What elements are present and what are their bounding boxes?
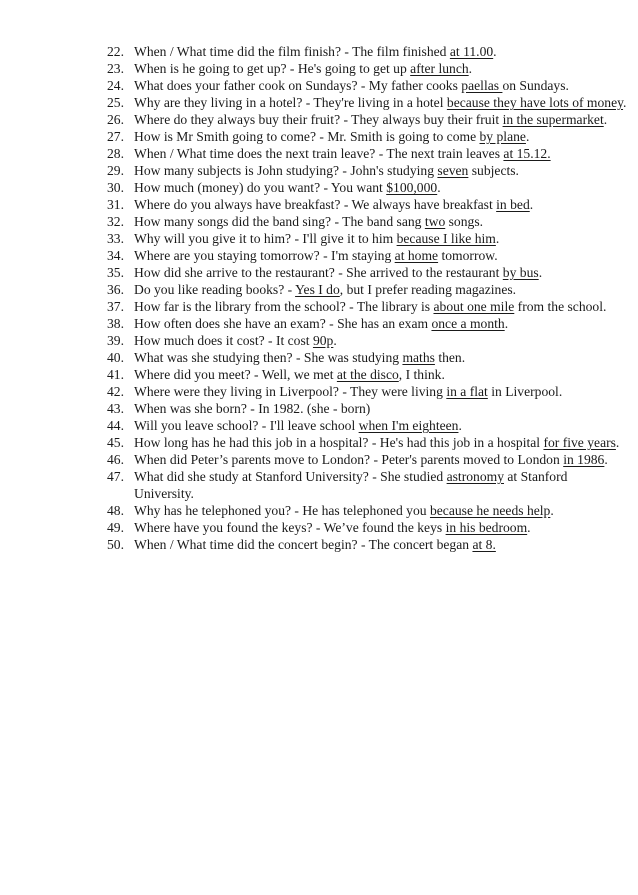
underlined-answer: at the disco	[336, 367, 399, 382]
underlined-answer: astronomy	[446, 469, 504, 484]
list-item	[107, 94, 627, 111]
item-text	[134, 265, 542, 280]
item-text	[134, 503, 554, 518]
list-item	[107, 264, 627, 281]
item-text	[134, 418, 462, 433]
item-text-segment: subjects.	[468, 163, 519, 178]
item-text	[134, 316, 508, 331]
item-text	[134, 231, 499, 246]
item-text-segment: .	[525, 129, 530, 144]
list-item	[107, 332, 627, 349]
underlined-answer: $100,000	[386, 180, 438, 195]
item-text-segment: in Liverpool.	[487, 384, 563, 399]
item-text-segment: How far is the library from the school? - The library is	[134, 299, 434, 314]
underlined-answer: in bed	[496, 197, 530, 212]
underlined-answer: after lunch	[410, 61, 469, 76]
item-text-segment: When / What time did the film finish? - The film finished	[134, 44, 450, 59]
underlined-answer: at home	[394, 248, 439, 263]
list-item	[107, 502, 627, 519]
item-text-segment: .	[623, 95, 627, 110]
item-text	[134, 350, 465, 365]
list-item	[107, 451, 627, 468]
item-text-segment: .	[495, 231, 500, 246]
item-text-segment: Will you leave school? - I'll leave school	[134, 418, 359, 433]
list-item	[107, 298, 627, 315]
item-text-segment: Where were they living in Liverpool? - They were living	[134, 384, 447, 399]
item-text-segment: .	[458, 418, 462, 433]
item-text-segment: at Stanford University.	[134, 469, 568, 501]
list-item	[107, 315, 627, 332]
item-text-segment: Why has he telephoned you? - He has telephoned you	[134, 503, 430, 518]
item-text-segment: What does your father cook on Sundays? - My father cooks	[134, 78, 462, 93]
underlined-answer: in his bedroom	[445, 520, 528, 535]
item-text-segment: .	[538, 265, 543, 280]
underlined-answer: in 1986	[563, 452, 605, 467]
item-text-segment: How did she arrive to the restaurant? - She arrived to the restaurant	[134, 265, 503, 280]
item-text	[134, 214, 483, 229]
list-item	[107, 60, 627, 77]
item-text	[134, 537, 496, 552]
item-text-segment: How much (money) do you want? - You want	[134, 180, 387, 195]
item-text-segment: .	[437, 180, 441, 195]
item-text-segment: Where do you always have breakfast? - We always have breakfast	[134, 197, 497, 212]
list-item	[107, 196, 627, 213]
item-text-segment: Where are you staying tomorrow? - I'm staying	[134, 248, 395, 263]
item-text	[134, 95, 626, 110]
item-number: 32.	[107, 214, 124, 229]
item-text-segment: When / What time did the concert begin? - The concert began	[134, 537, 473, 552]
list-item	[107, 145, 627, 162]
item-text-segment: How is Mr Smith going to come? - Mr. Smith is going to come	[134, 129, 480, 144]
item-number: 29.	[107, 163, 124, 178]
underlined-answer: Yes I do	[295, 282, 340, 297]
item-number: 23.	[107, 61, 124, 76]
item-text	[134, 61, 472, 76]
item-number: 41.	[107, 367, 124, 382]
list-item	[107, 179, 627, 196]
item-number: 45.	[107, 435, 124, 450]
underlined-answer: because he needs help	[429, 503, 551, 518]
item-number: 33.	[107, 231, 124, 246]
item-number: 22.	[107, 44, 124, 59]
item-text-segment: from the school.	[514, 299, 607, 314]
item-number: 26.	[107, 112, 124, 127]
item-text-segment: .	[550, 503, 554, 518]
item-text-segment: , but I prefer reading magazines.	[339, 282, 517, 297]
item-number: 38.	[107, 316, 124, 331]
underlined-answer: by bus	[502, 265, 539, 280]
list-item	[107, 281, 627, 298]
item-number: 24.	[107, 78, 124, 93]
item-text-segment: When was she born? - In 1982. (she - born)	[134, 401, 371, 416]
item-text	[134, 367, 445, 382]
list-item	[107, 213, 627, 230]
item-text-segment: .	[493, 44, 497, 59]
underlined-answer: seven	[437, 163, 469, 178]
item-text-segment: How often does she have an exam? - She has an exam	[134, 316, 432, 331]
item-text-segment: tomorrow.	[438, 248, 498, 263]
item-text	[134, 248, 498, 263]
item-text-segment: .	[333, 333, 337, 348]
list-item	[107, 536, 627, 553]
item-text-segment: songs.	[445, 214, 484, 229]
item-text	[134, 452, 608, 467]
item-number: 36.	[107, 282, 124, 297]
item-text-segment: Where do they always buy their fruit? - They always buy their fruit	[134, 112, 503, 127]
item-text-segment: .	[504, 316, 509, 331]
underlined-answer: maths	[402, 350, 435, 365]
item-text-segment: What was she studying then? - She was studying	[134, 350, 403, 365]
list-item	[107, 417, 627, 434]
item-text-segment: .	[468, 61, 473, 76]
item-text	[134, 384, 562, 399]
item-text-segment: then.	[434, 350, 466, 365]
item-number: 28.	[107, 146, 124, 161]
list-item	[107, 366, 627, 383]
item-text-segment: Why are they living in a hotel? - They're living in a hotel	[134, 95, 447, 110]
item-text-segment: Do you like reading books? -	[134, 282, 296, 297]
item-text	[134, 180, 441, 195]
item-text	[134, 197, 533, 212]
item-text	[134, 435, 619, 450]
item-number: 49.	[107, 520, 124, 535]
item-text-segment: .	[603, 112, 608, 127]
underlined-answer: in the supermarket	[502, 112, 604, 127]
item-text-segment: When is he going to get up? - He's going to get up	[134, 61, 411, 76]
item-text-segment: How many songs did the band sing? - The band sang	[134, 214, 425, 229]
item-number: 35.	[107, 265, 124, 280]
item-text	[134, 469, 567, 501]
list-item	[107, 468, 627, 502]
item-text	[134, 333, 337, 348]
list-item	[107, 519, 627, 536]
item-text-segment: .	[604, 452, 608, 467]
underlined-answer: paellas	[461, 78, 503, 93]
item-number: 34.	[107, 248, 124, 263]
list-item	[107, 349, 627, 366]
item-number: 25.	[107, 95, 124, 110]
list-item	[107, 128, 627, 145]
item-number: 48.	[107, 503, 124, 518]
underlined-answer: 90p	[312, 333, 334, 348]
item-text-segment: Why will you give it to him? - I'll give it to him	[134, 231, 397, 246]
item-number: 31.	[107, 197, 124, 212]
underlined-answer: at 11.00	[449, 44, 494, 59]
item-text-segment: on Sundays.	[502, 78, 569, 93]
item-text	[134, 44, 497, 59]
item-number: 50.	[107, 537, 124, 552]
item-text	[134, 78, 569, 93]
item-text	[134, 282, 516, 297]
item-number: 46.	[107, 452, 124, 467]
underlined-answer: when I'm eighteen	[358, 418, 459, 433]
list-item	[107, 43, 627, 60]
underlined-answer: because they have lots of money	[446, 95, 624, 110]
item-number: 30.	[107, 180, 124, 195]
item-text-segment: How much does it cost? - It cost	[134, 333, 313, 348]
item-text	[134, 163, 519, 178]
item-text	[134, 401, 370, 416]
item-text	[134, 129, 529, 144]
item-number: 37.	[107, 299, 124, 314]
item-text-segment: .	[615, 435, 620, 450]
underlined-answer: because I like him	[396, 231, 496, 246]
list-item	[107, 247, 627, 264]
underlined-answer: at 15.12.	[503, 146, 551, 161]
item-text-segment: .	[527, 520, 531, 535]
item-text	[134, 146, 551, 161]
item-number: 43.	[107, 401, 124, 416]
underlined-answer: for five years	[543, 435, 616, 450]
item-number: 44.	[107, 418, 124, 433]
item-text-segment: .	[529, 197, 534, 212]
list-item	[107, 162, 627, 179]
item-text-segment: Where did you meet? - Well, we met	[134, 367, 337, 382]
item-text-segment: When / What time does the next train leave? - The next train leaves	[134, 146, 504, 161]
item-text	[134, 299, 606, 314]
underlined-answer: by plane	[479, 129, 526, 144]
item-number: 40.	[107, 350, 124, 365]
list-item	[107, 434, 627, 451]
list-item	[107, 111, 627, 128]
item-text-segment: Where have you found the keys? - We’ve found the keys	[134, 520, 446, 535]
item-text-segment: , I think.	[398, 367, 445, 382]
item-text	[134, 112, 607, 127]
list-item	[107, 383, 627, 400]
underlined-answer: in a flat	[446, 384, 488, 399]
list-item	[107, 77, 627, 94]
item-number: 47.	[107, 469, 124, 484]
underlined-answer: about one mile	[433, 299, 515, 314]
item-text-segment: How many subjects is John studying? - John's studying	[134, 163, 438, 178]
question-answer-list	[107, 43, 627, 553]
underlined-answer: two	[424, 214, 446, 229]
item-text-segment: When did Peter’s parents move to London? - Peter's parents moved to London	[134, 452, 564, 467]
list-item	[107, 230, 627, 247]
underlined-answer: at 8.	[472, 537, 496, 552]
item-number: 42.	[107, 384, 124, 399]
item-text-segment: What did she study at Stanford University? - She studied	[134, 469, 447, 484]
item-text	[134, 520, 531, 535]
list-item	[107, 400, 627, 417]
item-number: 27.	[107, 129, 124, 144]
item-number: 39.	[107, 333, 124, 348]
underlined-answer: once a month	[431, 316, 505, 331]
item-text-segment: How long has he had this job in a hospital? - He's had this job in a hospital	[134, 435, 544, 450]
